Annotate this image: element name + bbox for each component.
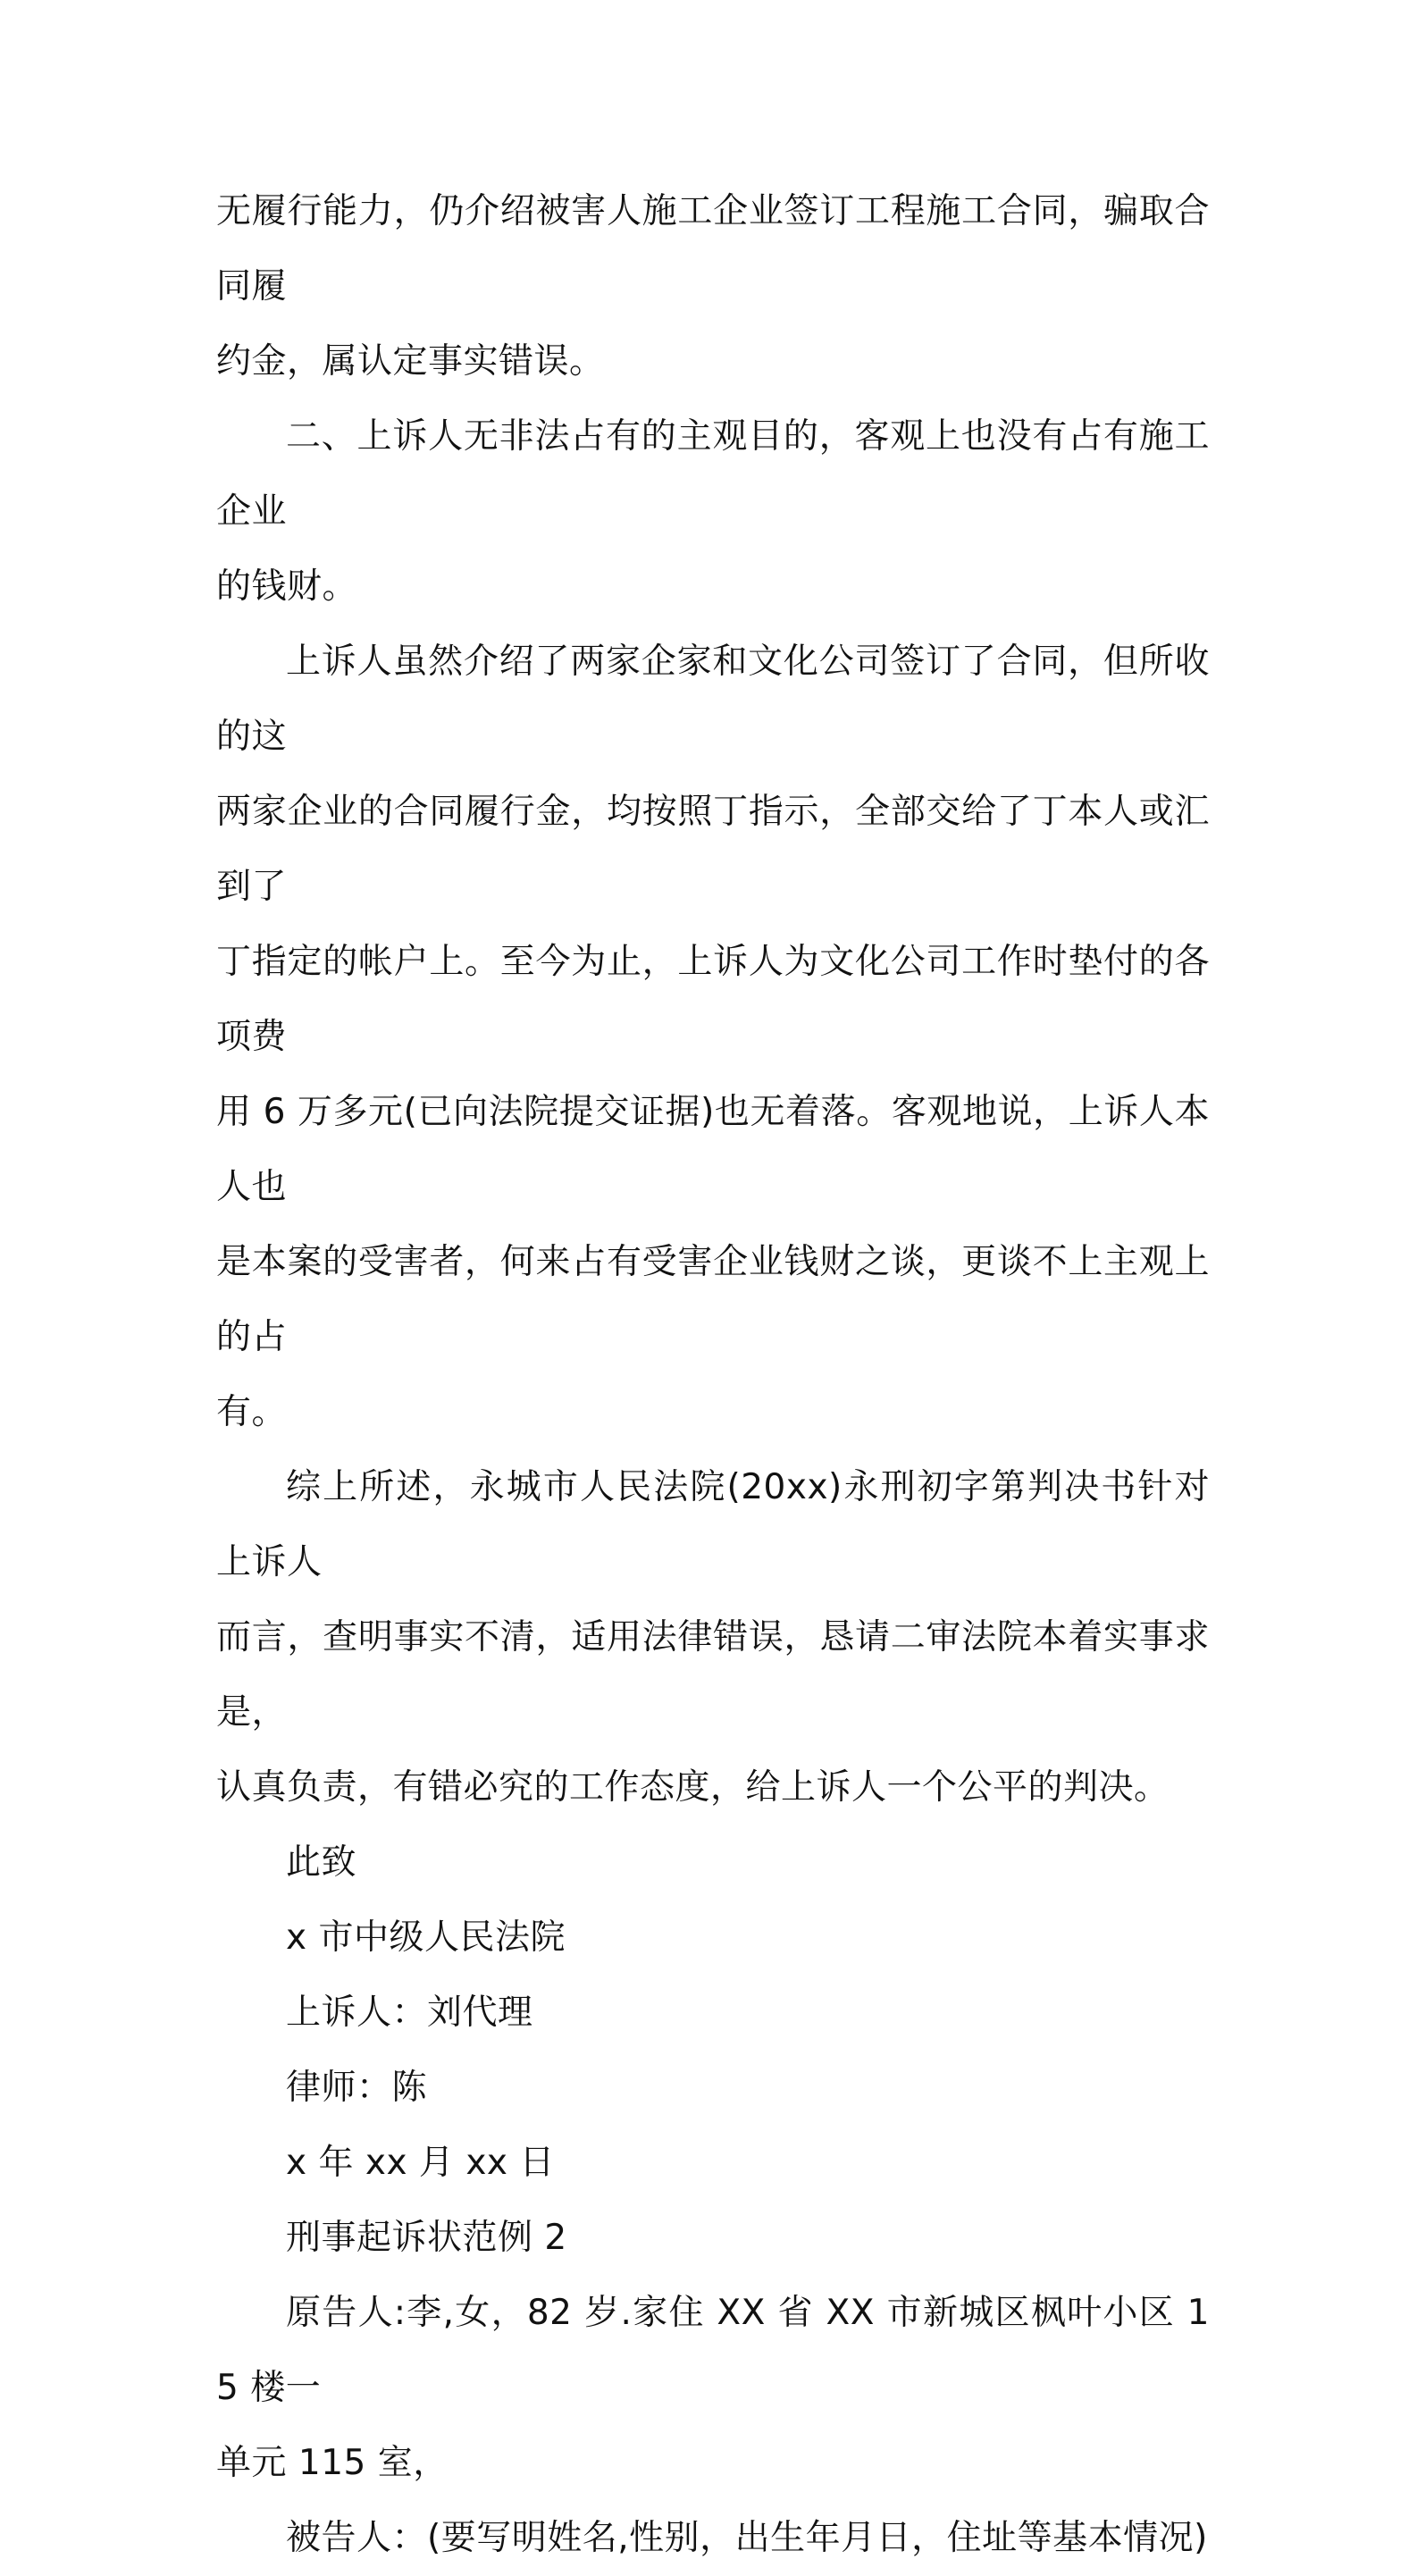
paragraph-1 xyxy=(216,174,1210,399)
text-line: 无履行能力，仍介绍被害人施工企业签订工程施工合同，骗取合同履 xyxy=(216,191,1210,306)
text-line: 原告人:李,女，82 岁.家住 XX 省 XX 市新城区枫叶小区 15 楼一 xyxy=(216,2293,1210,2408)
text-line: 的钱财。 xyxy=(216,566,358,607)
text-line: 丁指定的帐户上。至今为止，上诉人为文化公司工作时垫付的各项费 xyxy=(216,942,1210,1057)
paragraph-4 xyxy=(216,1450,1210,1825)
addressee-court: x 市中级人民法院 xyxy=(286,1917,566,1958)
salutation-line: 此致 xyxy=(286,1842,357,1883)
text-line: 综上所述，永城市人民法院(20xx)永刑初字第判决书针对上诉人 xyxy=(216,1467,1210,1582)
text-line: 用 6 万多元(已向法院提交证据)也无着落。客观地说，上诉人本人也 xyxy=(216,1092,1210,1207)
text-line: 而言，查明事实不清，适用法律错误，恳请二审法院本着实事求是， xyxy=(216,1617,1210,1733)
text-line: 上诉人虽然介绍了两家企家和文化公司签订了合同，但所收的这 xyxy=(216,642,1210,757)
text-line: 两家企业的合同履行金，均按照丁指示，全部交给了丁本人或汇到了 xyxy=(216,792,1210,907)
text-line: 是本案的受害者，何来占有受害企业钱财之谈，更谈不上主观上的占 xyxy=(216,1242,1210,1357)
document-body xyxy=(216,174,1210,2576)
text-line: 约金，属认定事实错误。 xyxy=(216,341,605,382)
defendant-line: 被告人：(要写明姓名,性别，出生年月日，住址等基本情况) xyxy=(286,2518,1208,2558)
paragraph-3 xyxy=(216,625,1210,1450)
paragraph-2 xyxy=(216,399,1210,625)
text-line: 有。 xyxy=(216,1392,288,1432)
plaintiff-paragraph xyxy=(216,2276,1210,2501)
lawyer-line: 律师：陈 xyxy=(286,2068,428,2108)
text-line: 二、上诉人无非法占有的主观目的，客观上也没有占有施工企业 xyxy=(216,416,1210,532)
text-line: 单元 115 室， xyxy=(216,2443,449,2483)
section-title-example-2: 刑事起诉状范例 2 xyxy=(286,2218,567,2258)
date-line: x 年 xx 月 xx 日 xyxy=(286,2143,555,2183)
text-line: 认真负责，有错必究的工作态度，给上诉人一个公平的判决。 xyxy=(216,1767,1170,1808)
appellant-line: 上诉人：刘代理 xyxy=(286,1993,533,2033)
